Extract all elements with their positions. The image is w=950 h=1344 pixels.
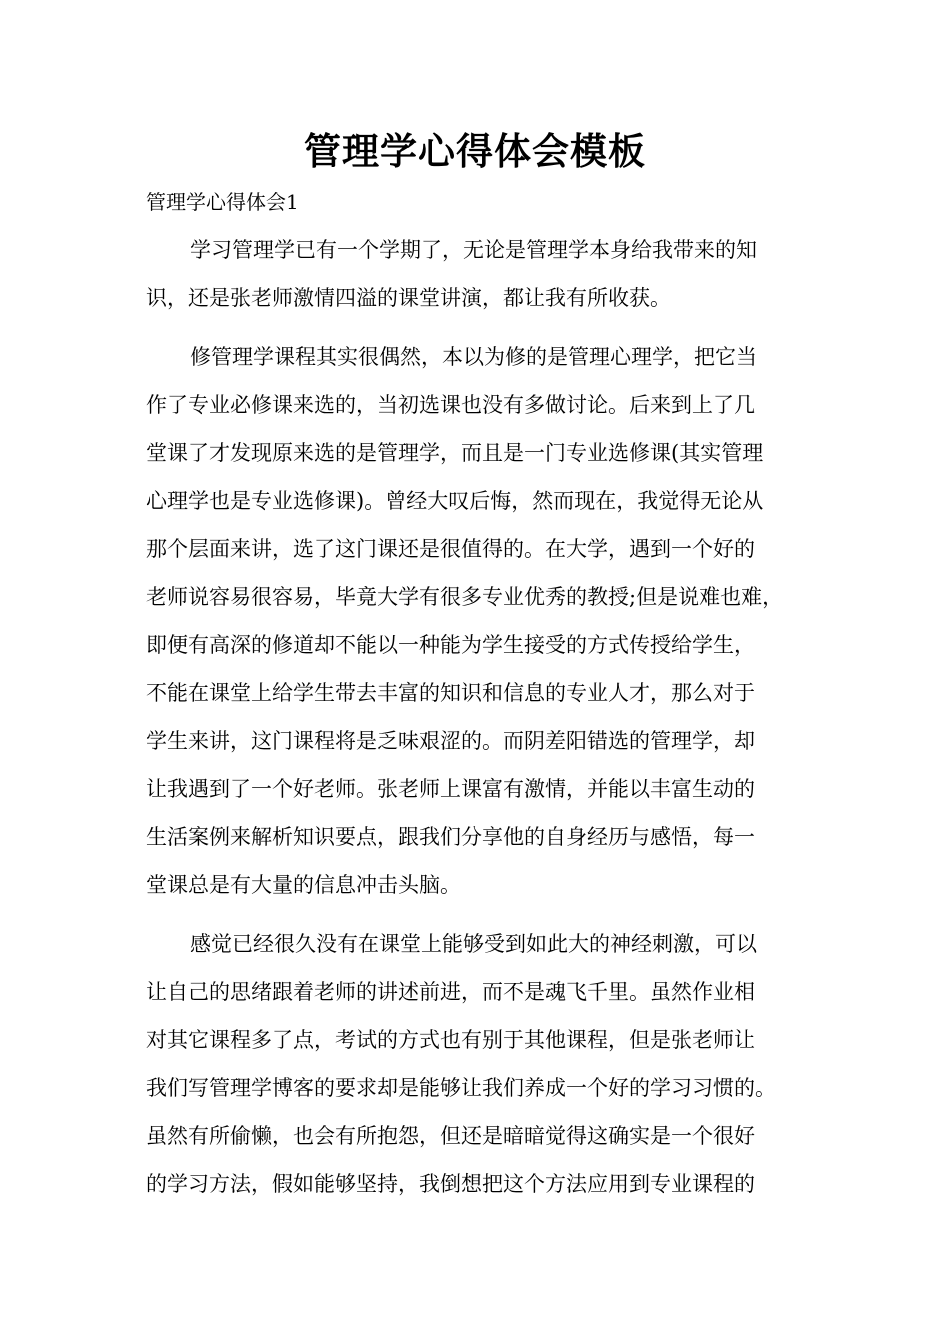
- paragraph-line: 感觉已经很久没有在课堂上能够受到如此大的神经刺激，可以: [190, 932, 757, 956]
- document-title: 管理学心得体会模板: [304, 130, 646, 173]
- paragraph: [146, 333, 810, 909]
- paragraph-line: 学习管理学已有一个学期了，无论是管理学本身给我带来的知: [190, 238, 757, 262]
- paragraph-line: 识，还是张老师激情四溢的课堂讲演，都让我有所收获。: [146, 286, 671, 310]
- paragraph-line: 作了专业必修课来选的，当初选课也没有多做讨论。后来到上了几: [146, 393, 755, 417]
- document-body: [146, 226, 810, 1208]
- paragraph: [146, 920, 810, 1208]
- paragraph-line: 虽然有所偷懒，也会有所抱怨，但还是暗暗觉得这确实是一个很好: [146, 1124, 755, 1148]
- paragraph-line: 老师说容易很容易，毕竟大学有很多专业优秀的教授;但是说难也难，: [146, 585, 784, 609]
- section-heading: 管理学心得体会1: [146, 190, 299, 214]
- paragraph-line: 不能在课堂上给学生带去丰富的知识和信息的专业人才，那么对于: [146, 681, 755, 705]
- paragraph-line: 那个层面来讲，选了这门课还是很值得的。在大学，遇到一个好的: [146, 537, 755, 561]
- paragraph-line: 即便有高深的修道却不能以一种能为学生接受的方式传授给学生，: [146, 633, 755, 657]
- paragraph-gap: [146, 322, 810, 333]
- paragraph-line: 学生来讲，这门课程将是乏味艰涩的。而阴差阳错选的管理学，却: [146, 729, 755, 753]
- paragraph: [146, 226, 810, 322]
- paragraph-line: 的学习方法，假如能够坚持，我倒想把这个方法应用到专业课程的: [146, 1172, 755, 1196]
- paragraph-line: 修管理学课程其实很偶然，本以为修的是管理心理学，把它当: [190, 345, 757, 369]
- paragraph-line: 让我遇到了一个好老师。张老师上课富有激情，并能以丰富生动的: [146, 777, 755, 801]
- paragraph-gap: [146, 909, 810, 920]
- paragraph-line: 让自己的思绪跟着老师的讲述前进，而不是魂飞千里。虽然作业相: [146, 980, 755, 1004]
- paragraph-line: 心理学也是专业选修课)。曾经大叹后悔，然而现在，我觉得无论从: [146, 489, 764, 513]
- paragraph-line: 生活案例来解析知识要点，跟我们分享他的自身经历与感悟，每一: [146, 825, 755, 849]
- paragraph-line: 堂课总是有大量的信息冲击头脑。: [146, 873, 461, 897]
- paragraph-line: 堂课了才发现原来选的是管理学，而且是一门专业选修课(其实管理: [146, 441, 764, 465]
- paragraph-line: 我们写管理学博客的要求却是能够让我们养成一个好的学习习惯的。: [146, 1076, 776, 1100]
- paragraph-line: 对其它课程多了点，考试的方式也有别于其他课程，但是张老师让: [146, 1028, 755, 1052]
